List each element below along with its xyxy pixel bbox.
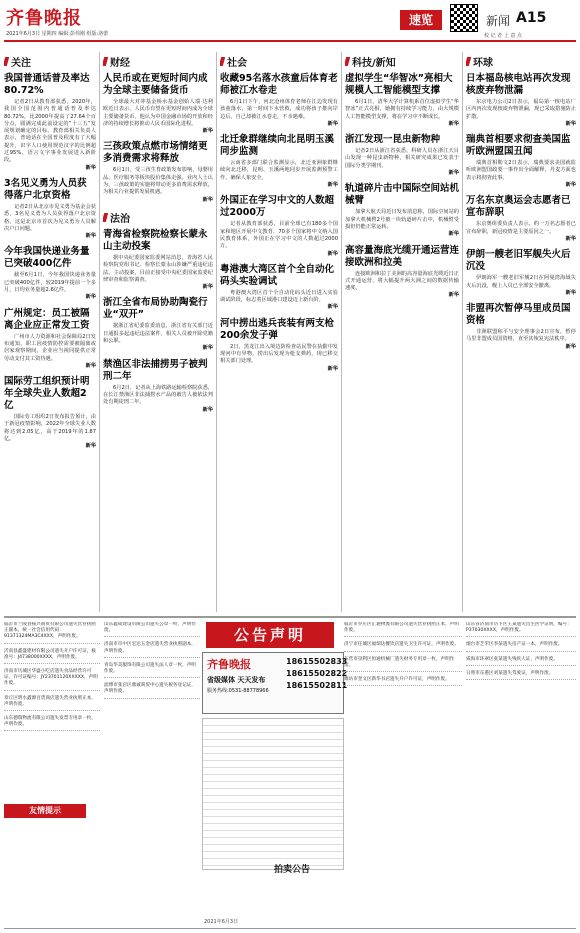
article-body: 加拿大航天局近日发布消息称，国际空间站的加拿大机械臂2号被一块轨道碎片击中，机械臂受损但仍能正常运转。 [345, 209, 459, 230]
article-source: 新华 [565, 120, 576, 127]
notice-item: 青岛华美服饰有限公司遗失法人章一枚，声明作废。 [104, 663, 200, 678]
article-source: 新华 [327, 304, 338, 311]
article [4, 73, 96, 172]
article-source: 新华 [448, 292, 459, 299]
article-body: 国际劳工组织2日发布报告预计，由于新冠疫情影响，2022年全球失业人数将达到2.05亿，高于2019年的1.87亿。 [4, 414, 96, 443]
article-body: 6月1日，清华大学计算机系首位虚拟学生“华智冰”正式亮相，她拥有持续学习能力，由大规模人工智能模型支撑，将在学习中不断成长。 [345, 99, 459, 120]
section-label: 环球 [466, 54, 576, 69]
phone-number[interactable]: 18615502811 [286, 681, 348, 690]
article-title[interactable]: 日本福岛核电站再次发现核废弃物泄漏 [466, 73, 571, 96]
page-number: A15 [516, 10, 547, 26]
article-title[interactable]: 三孩政策点燃市场情绪更多消费需求将释放 [103, 141, 208, 165]
article [466, 134, 576, 189]
article-body: 据浙江省纪委监委消息，浙江省有关部门近日通报多起违纪违法案件，相关人员被开除党籍和公职。 [103, 323, 213, 345]
notice-item: 济南市历城区华盛小吃店遗失食品经营许可证，许可证编号：JY23701120XXXXX，声明作废。 [4, 669, 100, 691]
notice-item: 潍坊市奎文区新华书店遗失开户许可证，声明作废。 [344, 677, 462, 686]
column-huanqiu [466, 52, 576, 614]
article [466, 73, 576, 128]
friendly-tip-banner: 友情提示 [4, 804, 86, 818]
article [103, 297, 213, 352]
article-source: 新华 [327, 365, 338, 372]
ad-column-right [344, 622, 462, 928]
article-source: 新华 [85, 443, 96, 450]
notice-item: 临沂市罗庄区汇通物流有限公司遗失营业执照正本，声明作废。 [344, 622, 462, 637]
article [103, 73, 213, 135]
article-title[interactable]: 禁渔区非法捕捞男子被判刑二年 [103, 358, 208, 382]
article-body: 记者从教育部获悉，目前全球已有180多个国家和地区开展中文教育，70多个国家将中文纳入国民教育体系，外国正在学习中文的人数超过2000万。 [220, 221, 338, 250]
article-source: 新华 [565, 289, 576, 296]
article-source: 新华 [327, 182, 338, 189]
article [345, 245, 459, 300]
article [220, 134, 338, 189]
notice-item: 山东省济南市历下区王某遗失出生医学证明，编号：P37030XXXX，声明作废。 [466, 622, 576, 637]
article-title[interactable]: 河中捞出逃兵丧装有两支枪200余发子弹 [220, 317, 335, 341]
section-label: 科技/新知 [345, 54, 459, 69]
article-source: 新华 [85, 233, 96, 240]
notice-banner: 公告声明 [206, 622, 334, 648]
article-source: 新华 [202, 196, 213, 203]
article-source: 新华 [85, 164, 96, 171]
article [345, 73, 459, 128]
article [220, 195, 338, 257]
article-source: 新华 [85, 362, 96, 369]
article-title[interactable]: 外国正在学习中文的人数超过2000万 [220, 195, 335, 219]
date-line: 2021年6月3日 星期四 编辑:彭伟刚 组版:洛蕾 [6, 31, 109, 37]
article-source: 新华 [448, 170, 459, 177]
ad-column-left [4, 622, 100, 928]
article-title[interactable]: 国际劳工组织预计明年全球失业人数超2亿 [4, 376, 90, 412]
header-rule [4, 40, 576, 42]
notice-item: 山东鑫成建设有限公司遗失公章一枚，声明作废。 [104, 622, 200, 637]
editors-line: 校 记 者 上 意 点 [484, 33, 522, 39]
article-body: 东京电力公司2日表示，福岛第一核电站厂区内再次发现核废弃物泄漏，现已采取措施防止扩散。 [466, 99, 576, 120]
article [345, 134, 459, 177]
ad-column-far-right [466, 622, 576, 928]
notice-item: 沂南县鑫盛建材有限公司遗失开户许可证，核准号：J4738000XXXX，声明作废。 [4, 649, 100, 664]
article-source: 新华 [448, 231, 459, 238]
footer-rule [4, 928, 576, 929]
article [103, 229, 213, 291]
article-source: 新华 [202, 406, 213, 413]
article-body: 粤港澳大湾区首个全自动化码头近日进入实验调试阶段，标志着区域港口建设迈上新台阶。 [220, 289, 338, 304]
masthead [0, 0, 580, 40]
ad-body-text-block [202, 718, 344, 870]
ad-hotline: 服务热线:0531-88778966 [207, 688, 269, 694]
qr-code-icon [450, 4, 478, 32]
auction-title: 拍卖公告 [274, 865, 311, 875]
article-body: 东京奥组委负责人表示，约一万名志愿者已宣布辞职，新冠疫情是主要原因之一。 [466, 221, 576, 235]
notice-item: 淄博市张店区鼎诚商贸中心遗失税务登记证，声明作废。 [104, 683, 200, 698]
article-body: 广州市人力资源和社会保障局2日发布通知，职工因疫情防控需要被隔离或居家观察期间，企业应当视同提供正常劳动支付其工资待遇。 [4, 333, 96, 362]
article-title[interactable]: 万名东京奥运会志愿者已宣布辞职 [466, 195, 571, 219]
article-body: 记者2日从浙江省获悉，科研人员在浙江天目山发现一种昆虫新物种，相关研究成果已发表于国际分类学期刊。 [345, 148, 459, 169]
section-label: 关注 [4, 54, 96, 69]
article [466, 303, 576, 351]
article [4, 178, 96, 240]
article-body: 瑞典首相勒文2日表示，瑞典要求美国就监听欧洲盟国政要一事作出全面解释，丹麦方面也表示将彻查此事。 [466, 160, 576, 181]
notice-item: 东营市垦利区恒通机械厂遗失财务专用章一枚，声明作废。 [344, 657, 462, 672]
article-title[interactable]: 浙江发现一昆虫新物种 [345, 134, 441, 146]
article [220, 318, 338, 373]
article-title[interactable]: 虚拟学生“华智冰”亮相大规模人工智能模型支撑 [345, 73, 453, 96]
article-body: 伊朗海军一艘老旧军舰2日在阿曼湾海域失火后沉没，舰上人员已全部安全撤离。 [466, 275, 576, 289]
article [103, 141, 213, 203]
article-source: 新华 [565, 235, 576, 242]
article-body: 云南省多部门联合监测显示，北迁亚洲象群继续向北迁移，昆明、玉溪两地同步开展监测预警工作，确保人象安全。 [220, 160, 338, 181]
article [220, 73, 338, 128]
article-body: 6月1日，受三孩生育政策发布影响，母婴用品、医疗服务等板块股价集体走强。业内人士认为，三孩政策的实施将带动更多消费需求释放，为相关行业提供发展机遇。 [103, 167, 213, 196]
article-source: 新华 [448, 120, 459, 127]
section-label: 社会 [220, 54, 338, 69]
article-body: 记者2日从北京市见义勇为基金会获悉，3名见义勇为人员获得落户北京资格，这是北京市首次为见义勇为人员解决户口问题。 [4, 203, 96, 232]
section-label: 财经 [103, 54, 213, 69]
column-shehui [220, 52, 338, 614]
notice-item: 济南市市中区宏达五金店遗失营业执照副本，声明作废。 [104, 642, 200, 657]
phone-number[interactable]: 18615502833 [286, 657, 348, 666]
notice-item: 日照市东港区刘某遗失驾驶证，声明作废。 [466, 671, 576, 680]
article-body: 连接欧洲和拉丁美洲的高容量海底光缆近日正式开通运营，将大幅提升两大洲之间的数据传输速度。 [345, 270, 459, 292]
notice-item: 威海市环翠区张某遗失残疾人证，声明作废。 [466, 657, 576, 666]
article-title[interactable]: 3名见义勇为人员获得落户北京资格 [4, 177, 87, 201]
article-source: 新华 [85, 294, 96, 301]
article-body: 6月2日，记者从上海铁路运输检察院获悉，在长江禁渔区非法捕捞水产品的被告人被依法判处有期徒刑二年。 [103, 384, 213, 406]
article [4, 308, 96, 370]
article-title[interactable]: 收藏95名落水孩童后体育老师被江水卷走 [220, 73, 338, 96]
article-title[interactable]: 浙江全省布局协助陶瓷行业“双开” [103, 297, 208, 321]
notice-item: 临沂市兰陵县振兴商贸有限公司遗失营业执照正副本，统一社会信用代码：91371324MA3C4XXX，声明作废。 [4, 622, 100, 644]
notice-item: 山东德瑞物流有限公司遗失发票专用章一枚，声明作废。 [4, 716, 100, 731]
classified-ads [4, 616, 576, 932]
article-title[interactable]: 今年我国快递业务量已突破400亿件 [4, 246, 90, 270]
article [345, 183, 459, 238]
ad-phones [286, 656, 347, 692]
section-label: 法治 [103, 210, 213, 225]
article-source: 新华 [327, 250, 338, 257]
article-title[interactable]: 高容量海底光缆开通运营连接欧洲和拉美 [345, 244, 459, 268]
article-body: 全球最大对冲基金桥水基金创始人瑞·达利欧近日表示，人民币有望在更短时间内成为全球主要储备货币。他认为中国金融市场的开放和经济的持续增长将推动人民币国际化进程。 [103, 99, 213, 127]
article-body: 据中央纪委国家监委网站消息，青海省人民检察院党组书记、检察长蒙永山涉嫌严重违纪违法，主动投案，目前正接受中央纪委国家监委纪律审查和监察调查。 [103, 254, 213, 283]
article-title[interactable]: 北迁象群继续向北昆明玉溪同步监测 [220, 134, 335, 158]
section-tag: 速览 [400, 10, 442, 30]
article [4, 246, 96, 301]
ad-date: 2021年6月3日 [204, 919, 239, 925]
article [466, 195, 576, 243]
notice-item: 章丘区明水鑫源百货商店遗失营业执照正本，声明作废。 [4, 696, 100, 711]
article-source: 新华 [327, 120, 338, 127]
article-title[interactable]: 青海省检察院检察长蒙永山主动投案 [103, 228, 208, 252]
article-source: 新华 [202, 284, 213, 291]
article-body: 非洲联盟和平与安全理事会2日宣布，暂停马里非盟成员国资格，直至其恢复宪法秩序。 [466, 329, 576, 343]
article-source: 新华 [202, 345, 213, 352]
column-caijing-fazhi [103, 52, 213, 614]
article [466, 249, 576, 297]
article [220, 264, 338, 312]
ad-column-mid [104, 622, 200, 928]
article-source: 新华 [565, 343, 576, 350]
notice-item: 济宁市任城区福瑞达餐饮店遗失卫生许可证，声明作废。 [344, 642, 462, 651]
article [103, 359, 213, 414]
column-keji [345, 52, 459, 614]
article-body: 6月1日下午，河北沧州体育老师在江边发现有孩童落水，第一时间下水营救，成功将孩子推向岸边后，自己却被江水卷走，不幸遇难。 [220, 99, 338, 120]
article-title[interactable]: 伊朗一艘老旧军舰失火后沉没 [466, 249, 571, 273]
article-title[interactable]: 轨道碎片击中国际空间站机械臂 [345, 183, 459, 207]
notice-item: 烟台市芝罘区李某遗失房产证一本，声明作废。 [466, 642, 576, 651]
article-title[interactable]: 瑞典首相要求彻查美国监听欧洲盟国丑闻 [466, 134, 571, 158]
section-name: 新闻 [486, 14, 511, 28]
column-divider [216, 52, 217, 612]
ad-slogan: 省级媒体 天天发布 [207, 676, 266, 684]
column-divider [99, 52, 100, 612]
article-title[interactable]: 非盟再次暂停马里成员国资格 [466, 303, 571, 327]
article-title[interactable]: 粤港澳大湾区首个全自动化码头实验调试 [220, 263, 335, 287]
article-body: 2日，黑龙江出入境边防检查站民警在执勤中发现河中有异物，捞出后发现为枪支弹药，现已移交相关部门处理。 [220, 343, 338, 365]
phone-number[interactable]: 18615502822 [286, 669, 348, 678]
column-divider [462, 52, 463, 612]
article-title[interactable]: 人民币或在更短时间内成为全球主要储备货币 [103, 73, 208, 96]
article [4, 376, 96, 450]
ad-brand: 齐鲁晚报 [207, 658, 251, 671]
article-source: 新华 [202, 128, 213, 135]
article-title[interactable]: 广州规定：员工被隔离企业应正常发工资 [4, 307, 90, 331]
newspaper-logo: 齐鲁晚报 [6, 8, 82, 29]
column-guanzhu [4, 52, 96, 614]
article-body: 记者2日从教育部获悉，2020年，我国全国范围内普通话普及率达80.72%，比2000年提高了27.64个百分点，圆满完成此前设定的“十三五”发展规划确定的目标。教育部相关负责人表示，普通话在全国普及程度有了大幅提升，识字人口使用规范汉字的比例超过95%，语言文字事业发展进入新阶段。 [4, 99, 96, 164]
article-title[interactable]: 我国普通话普及率达80.72% [4, 73, 90, 96]
article-body: 截至6月1日，今年我国快递业务量已突破400亿件，较2019年提前一个多月，日均业务量超2.6亿件。 [4, 272, 96, 294]
column-divider [341, 52, 342, 612]
article-source: 新华 [565, 182, 576, 189]
